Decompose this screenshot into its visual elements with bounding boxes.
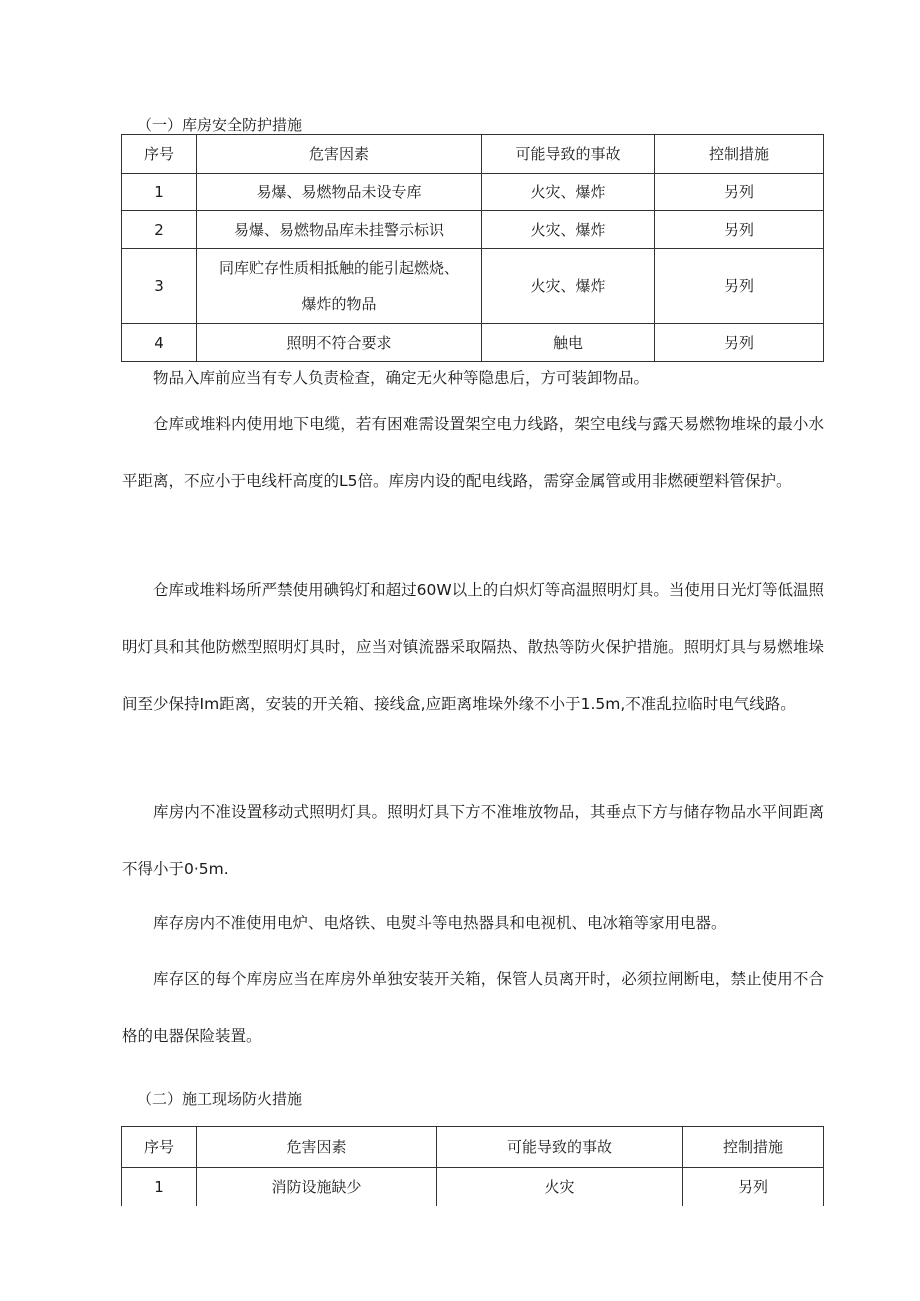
paragraph: 库房内不准设置移动式照明灯具。照明灯具下方不准堆放物品，其垂点下方与储存物品水平间距离不得小于0·5m. bbox=[122, 803, 824, 878]
cell-hazard: 同库贮存性质相抵触的能引起燃烧、爆炸的物品 bbox=[197, 249, 482, 324]
cell-accident: 火灾、爆炸 bbox=[482, 211, 655, 249]
cell-no: 2 bbox=[122, 211, 197, 249]
cell-hazard: 消防设施缺少 bbox=[197, 1168, 437, 1206]
header-hazard: 危害因素 bbox=[197, 135, 482, 174]
table-header-row bbox=[122, 1127, 824, 1168]
table-row bbox=[122, 324, 824, 362]
section-1-title: （一）库房安全防护措施 bbox=[137, 116, 303, 134]
header-accident: 可能导致的事故 bbox=[437, 1127, 683, 1168]
paragraph: 库存区的每个库房应当在库房外单独安装开关箱，保管人员离开时，必须拉闸断电，禁止使用不合格的电器保险装置。 bbox=[122, 970, 824, 1045]
cell-hazard: 照明不符合要求 bbox=[197, 324, 482, 362]
paragraph: 仓库或堆料场所严禁使用碘钨灯和超过60W以上的白炽灯等高温照明灯具。当使用日光灯等低温照明灯具和其他防燃型照明灯具时，应当对镇流器采取隔热、散热等防火保护措施。照明灯具与易燃堆垛间至少保持Im距离，安装的开关箱、接线盒,应距离堆垛外缘不小于1.5m,不准乱拉临时电气线路。 bbox=[122, 581, 824, 713]
header-no: 序号 bbox=[122, 1127, 197, 1168]
cell-no: 3 bbox=[122, 249, 197, 324]
cell-control: 另列 bbox=[655, 211, 824, 249]
table-row bbox=[122, 1168, 824, 1206]
cell-hazard: 易爆、易燃物品未设专库 bbox=[197, 174, 482, 211]
cell-hazard: 易爆、易燃物品库未挂警示标识 bbox=[197, 211, 482, 249]
paragraph: 仓库或堆料内使用地下电缆，若有困难需设置架空电力线路，架空电线与露天易燃物堆垛的最小水平距离，不应小于电线杆高度的L5倍。库房内设的配电线路，需穿金属管或用非燃硬塑料管保护。 bbox=[122, 415, 824, 490]
cell-control: 另列 bbox=[655, 174, 824, 211]
header-control: 控制措施 bbox=[683, 1127, 824, 1168]
header-hazard: 危害因素 bbox=[197, 1127, 437, 1168]
cell-no: 1 bbox=[122, 1168, 197, 1206]
cell-accident: 火灾、爆炸 bbox=[482, 174, 655, 211]
cell-control: 另列 bbox=[655, 249, 824, 324]
cell-no: 4 bbox=[122, 324, 197, 362]
cell-accident: 火灾 bbox=[437, 1168, 683, 1206]
cell-accident: 触电 bbox=[482, 324, 655, 362]
header-control: 控制措施 bbox=[655, 135, 824, 174]
cell-control: 另列 bbox=[655, 324, 824, 362]
paragraph: 物品入库前应当有专人负责检查，确定无火种等隐患后，方可装卸物品。 bbox=[153, 369, 650, 387]
hazard-table-2 bbox=[121, 1126, 824, 1206]
table-header-row bbox=[122, 135, 824, 174]
header-no: 序号 bbox=[122, 135, 197, 174]
paragraph: 库存房内不准使用电炉、电烙铁、电熨斗等电热器具和电视机、电冰箱等家用电器。 bbox=[153, 914, 727, 932]
hazard-table-1 bbox=[121, 134, 824, 362]
table-row bbox=[122, 174, 824, 211]
section-2-title: （二）施工现场防火措施 bbox=[137, 1090, 303, 1108]
header-accident: 可能导致的事故 bbox=[482, 135, 655, 174]
cell-control: 另列 bbox=[683, 1168, 824, 1206]
table-row bbox=[122, 249, 824, 324]
cell-accident: 火灾、爆炸 bbox=[482, 249, 655, 324]
table-row bbox=[122, 211, 824, 249]
cell-no: 1 bbox=[122, 174, 197, 211]
